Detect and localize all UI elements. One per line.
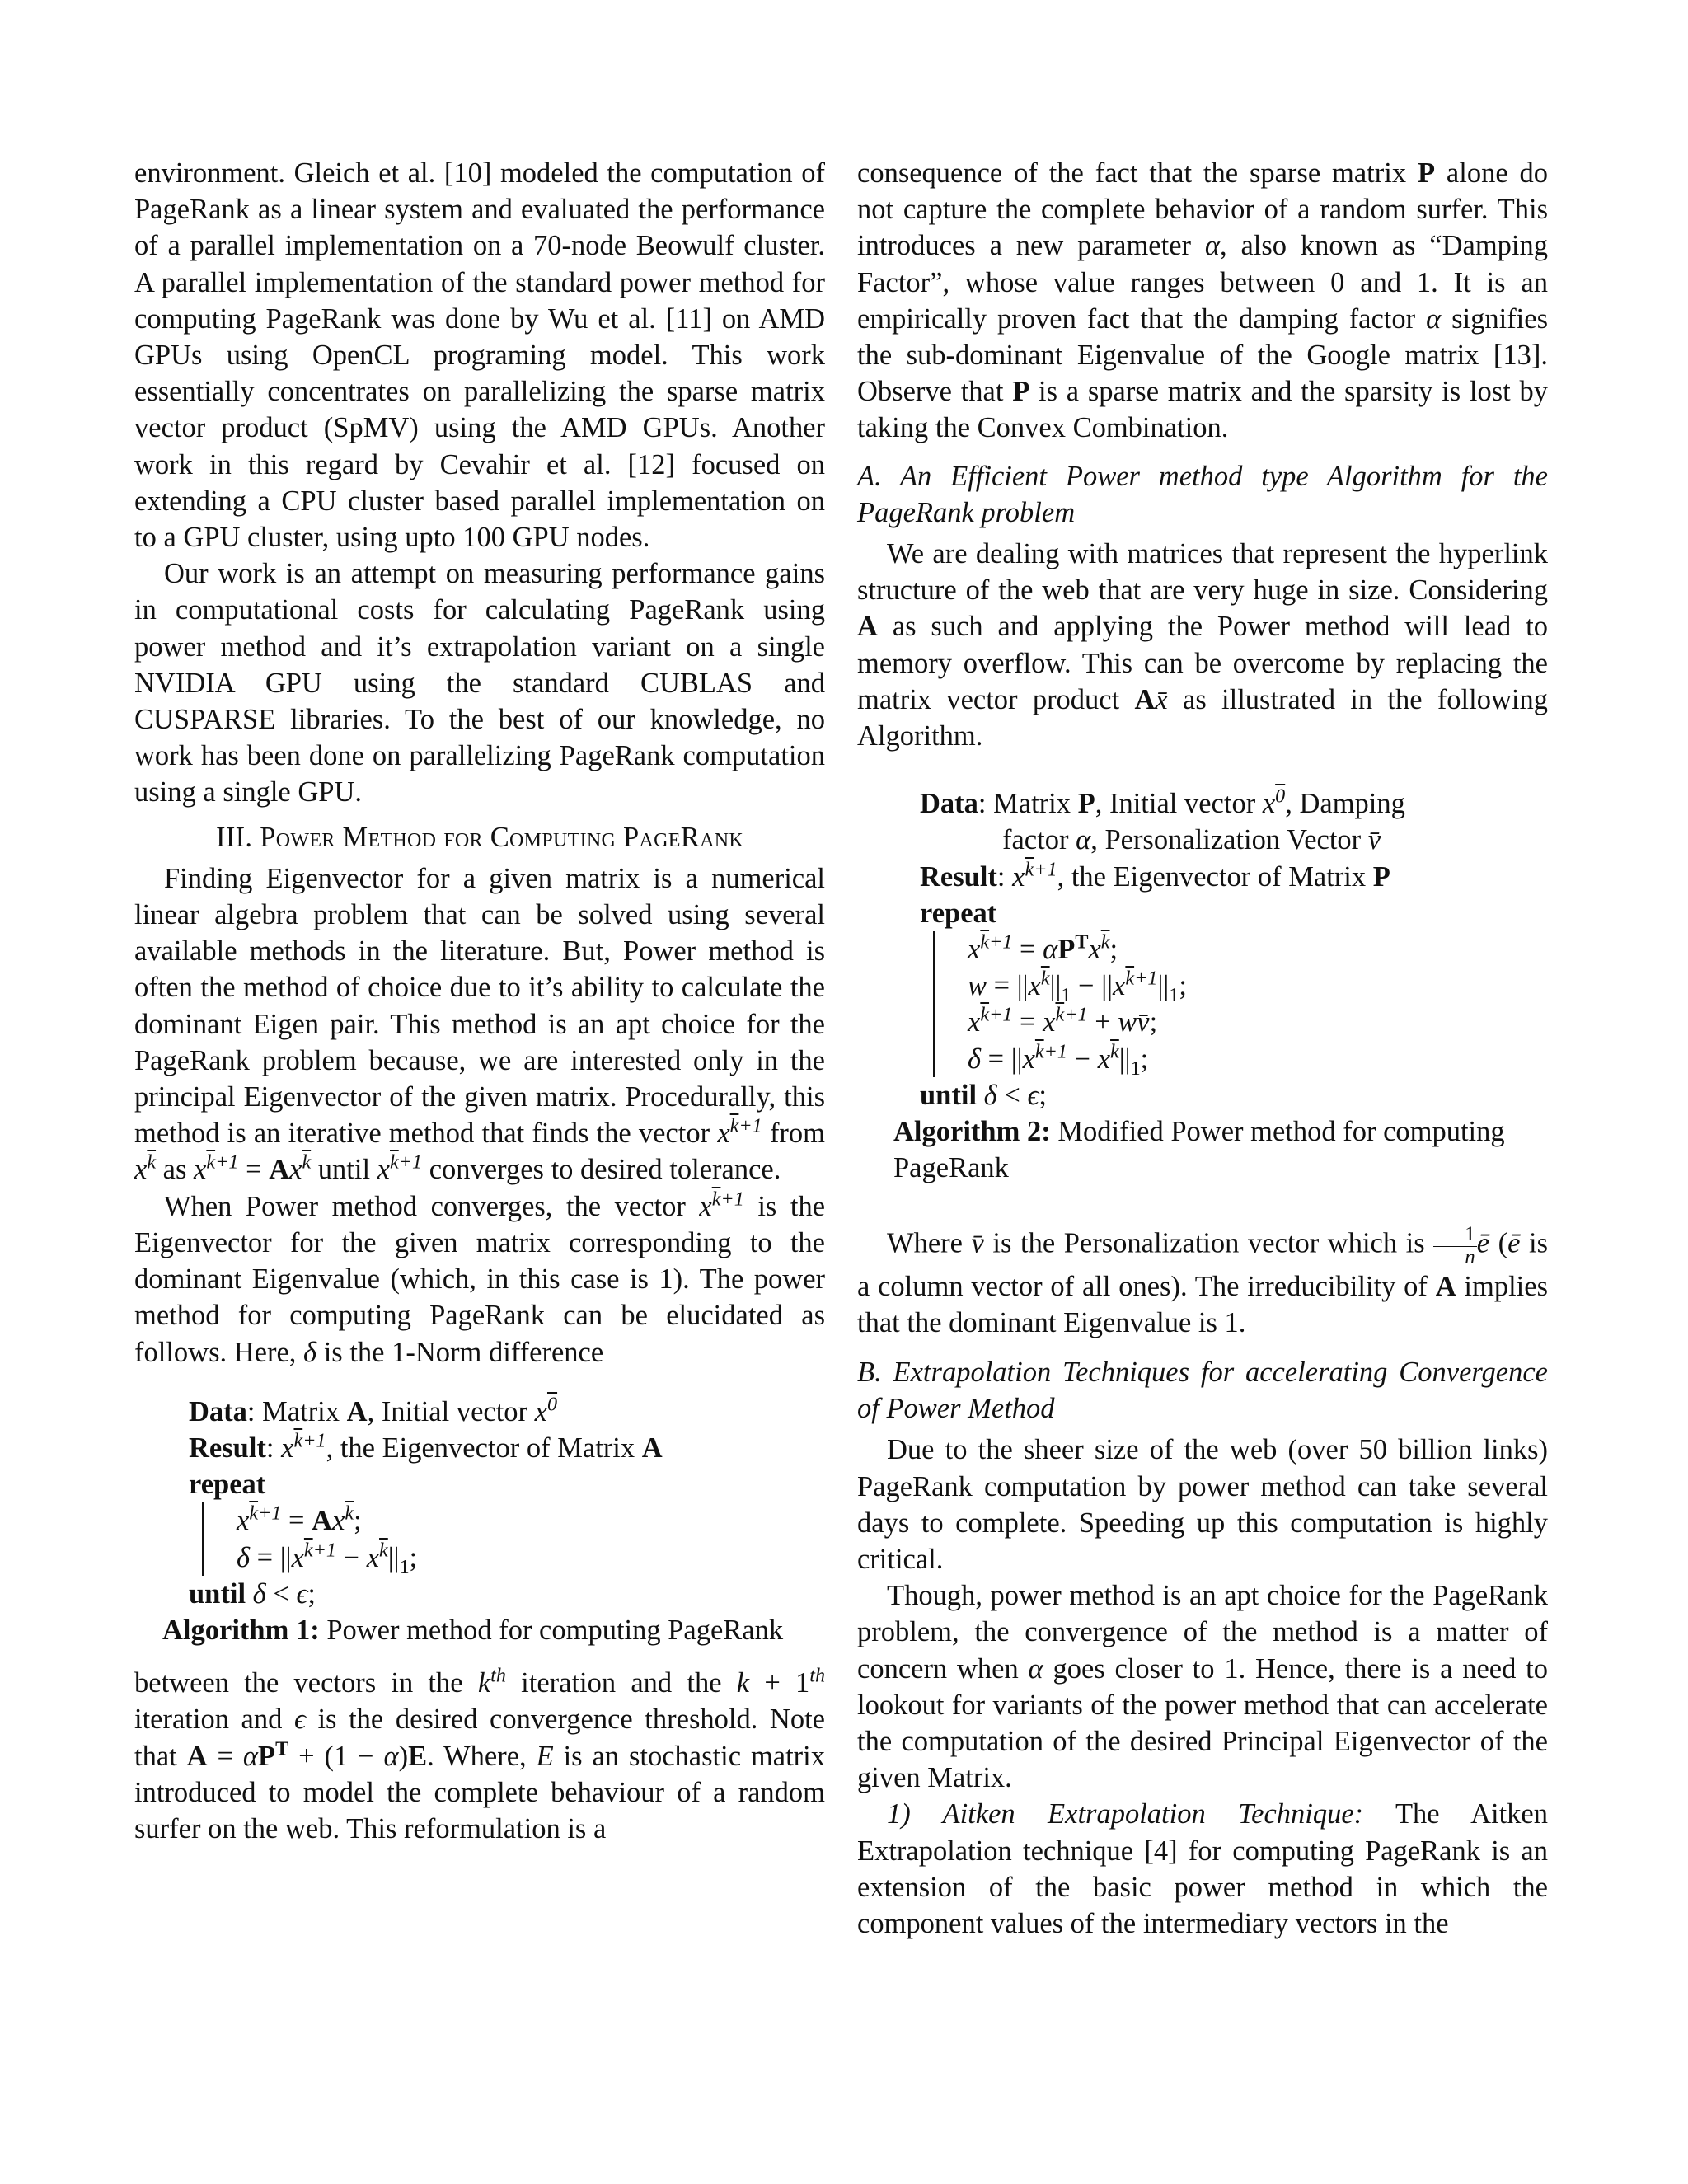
- paragraph-web-size: Due to the sheer size of the web (over 50 billion links) PageRank computation by power method can take several days to complete. Speeding up this computation is highly critical.: [857, 1434, 1548, 1576]
- algo2-loop-body: [933, 930, 1548, 1080]
- paragraph-efficient-power: We are dealing with matrices that represent the hyperlink structure of the web that are very huge in size. Considering A as such and applying the Power method will lead to memory overflow. This can be overcome by replacing the matrix vector product Ax̄ as illustrated in the following Algorithm.: [857, 538, 1549, 752]
- algo1-data-line: Data: Matrix A, Initial vector $x^0$: [189, 1393, 558, 1427]
- left-column: [134, 155, 825, 1847]
- paragraph-our-work: Our work is an attempt on measuring performance gains in computational costs for calculating PageRank using power method and it’s extrapolation variant on a single NVIDIA GPU using the standard CUBLAS and CUSPARSE libraries. To the best of our knowledge, no work has been done on parallelizing PageRank computation using a single GPU.: [134, 558, 825, 808]
- algo1-caption: Algorithm 1: Power method for computing PageRank: [162, 1614, 784, 1646]
- section-heading: III. Power Method for Computing PageRank: [216, 821, 743, 853]
- subsection-heading-a: A. An Efficient Power method type Algorithm for the PageRank problem: [857, 460, 1548, 528]
- algo2-step-1: $x^{\overline{k}+1} = \alpha P^Tx^{\overline{k}}$;: [968, 930, 1118, 966]
- paragraph-aitken: 1) Aitken Extrapolation Technique: The Aitken Extrapolation technique [4] for computing PageRank is an extension of the basic power method in which the component values of the intermediary vectors in the: [857, 1798, 1548, 1940]
- paragraph-norm-difference: between the vectors in the $k^{th}$ iteration and the k + 1th iteration and ϵ is the desired convergence threshold. Note that $A = \alpha P^T + (1 - \alpha)E$. Where, E is an stochastic matrix introduced to model the complete behaviour of a random surfer on the web. This reformulation is a: [134, 1664, 826, 1844]
- algo1-until: until δ < ϵ;: [189, 1577, 316, 1610]
- algorithm-2: [857, 785, 1548, 1186]
- paragraph-damping-factor: consequence of the fact that the sparse matrix P alone do not capture the complete behavior of a random surfer. This introduces a new parameter α, also known as “Damping Factor”, whose value ranges between 0 and 1. It is an empirically proven fact that the damping factor α signifies the sub-dominant Eigenvalue of the Google matrix [13]. Observe that P is a sparse matrix and the sparsity is lost by taking the Convex Combination.: [857, 157, 1549, 444]
- algo2-data-line-2: factor α, Personalization Vector v̄: [1002, 824, 1381, 856]
- algo2-step-4: $\delta = ||x^{\overline{k}+1} - x^{\overline{k}}||_1$;: [968, 1040, 1149, 1080]
- algo1-step-1: $x^{\overline{k}+1} = Ax^{\overline{k}}$;: [237, 1502, 362, 1537]
- paragraph-convergence-concern: Though, power method is an apt choice for the PageRank problem, the convergence of the method is a matter of concern when α goes closer to 1. Hence, there is a need to lookout for variants of the power method that can accelerate the computation of the desired Principal Eigenvector of the given Matrix.: [857, 1580, 1549, 1794]
- paragraph-related-work: environment. Gleich et al. [10] modeled the computation of PageRank as a linear system and evaluated the performance of a parallel implementation on a 70-node Beowulf cluster. A parallel implementation of the standard power method for computing PageRank was done by Wu et al. [11] on AMD GPUs using OpenCL programing model. This work essentially concentrates on parallelizing the sparse matrix vector product (SpMV) using the AMD GPUs. Another work in this regard by Cevahir et al. [12] focused on extending a CPU cluster based parallel implementation on to a GPU cluster, using upto 100 GPU nodes.: [134, 157, 825, 554]
- algorithm-1: [134, 1394, 825, 1648]
- algo1-loop-body: [202, 1502, 825, 1578]
- algo1-step-2: $\delta = ||x^{\overline{k}+1} - x^{\overline{k}}||_1$;: [237, 1539, 418, 1578]
- algo1-repeat: repeat: [189, 1469, 266, 1501]
- algo2-result-line: Result: $x^{\overline{k}+1}$, the Eigenvector of Matrix P: [920, 858, 1390, 893]
- right-column: [857, 155, 1548, 1942]
- algo2-step-3: $x^{\overline{k}+1} = x^{\overline{k}+1}$ + wv̄;: [968, 1003, 1158, 1038]
- paragraph-convergence: When Power method converges, the vector $x^{\overline{k}+1}$ is the Eigenvector for the given matrix corresponding to the dominant Eigenvalue (which, in this case is 1). The power method for computing PageRank can be elucidated as follows. Here, δ is the 1-Norm difference: [134, 1188, 826, 1368]
- algo2-repeat: repeat: [920, 897, 997, 929]
- algo2-caption: Algorithm 2: Modified Power method for computing PageRank: [893, 1116, 1505, 1184]
- paragraph-power-method: Finding Eigenvector for a given matrix is a numerical linear algebra problem that can be solved using several available methods in the literature. But, Power method is often the method of choice due to it’s ability to calculate the dominant Eigen pair. This method is an apt choice for the PageRank problem because, we are interested only in the principal Eigenvector of the given matrix. Procedurally, this method is an iterative method that finds the vector $x^{\overline{k}+1}$ from $x^{\overline{k}}$ as $x^{\overline{k}+1} = Ax^{\overline{k}}$ until $x^{\overline{k}+1}$ converges to desired tolerance.: [134, 862, 826, 1186]
- algo1-result-line: Result: $x^{\overline{k}+1}$, the Eigenvector of Matrix A: [189, 1429, 663, 1464]
- subsection-heading-b: B. Extrapolation Techniques for accelerating Convergence of Power Method: [857, 1357, 1548, 1425]
- algo2-data-line: Data: Matrix P, Initial vector $x^0$, Damping: [920, 785, 1405, 820]
- algo2-step-2: $w = ||x^{\overline{k}}||_1 - ||x^{\overline{k}+1}||_1$;: [968, 967, 1187, 1007]
- algo2-until: until δ < ϵ;: [920, 1079, 1047, 1111]
- paragraph-personalization: Where v̄ is the Personalization vector which is $\frac{1}{n}$ ē (ē is a column vector of all ones). The irreducibility of A implies that the dominant Eigenvalue is 1.: [857, 1223, 1549, 1338]
